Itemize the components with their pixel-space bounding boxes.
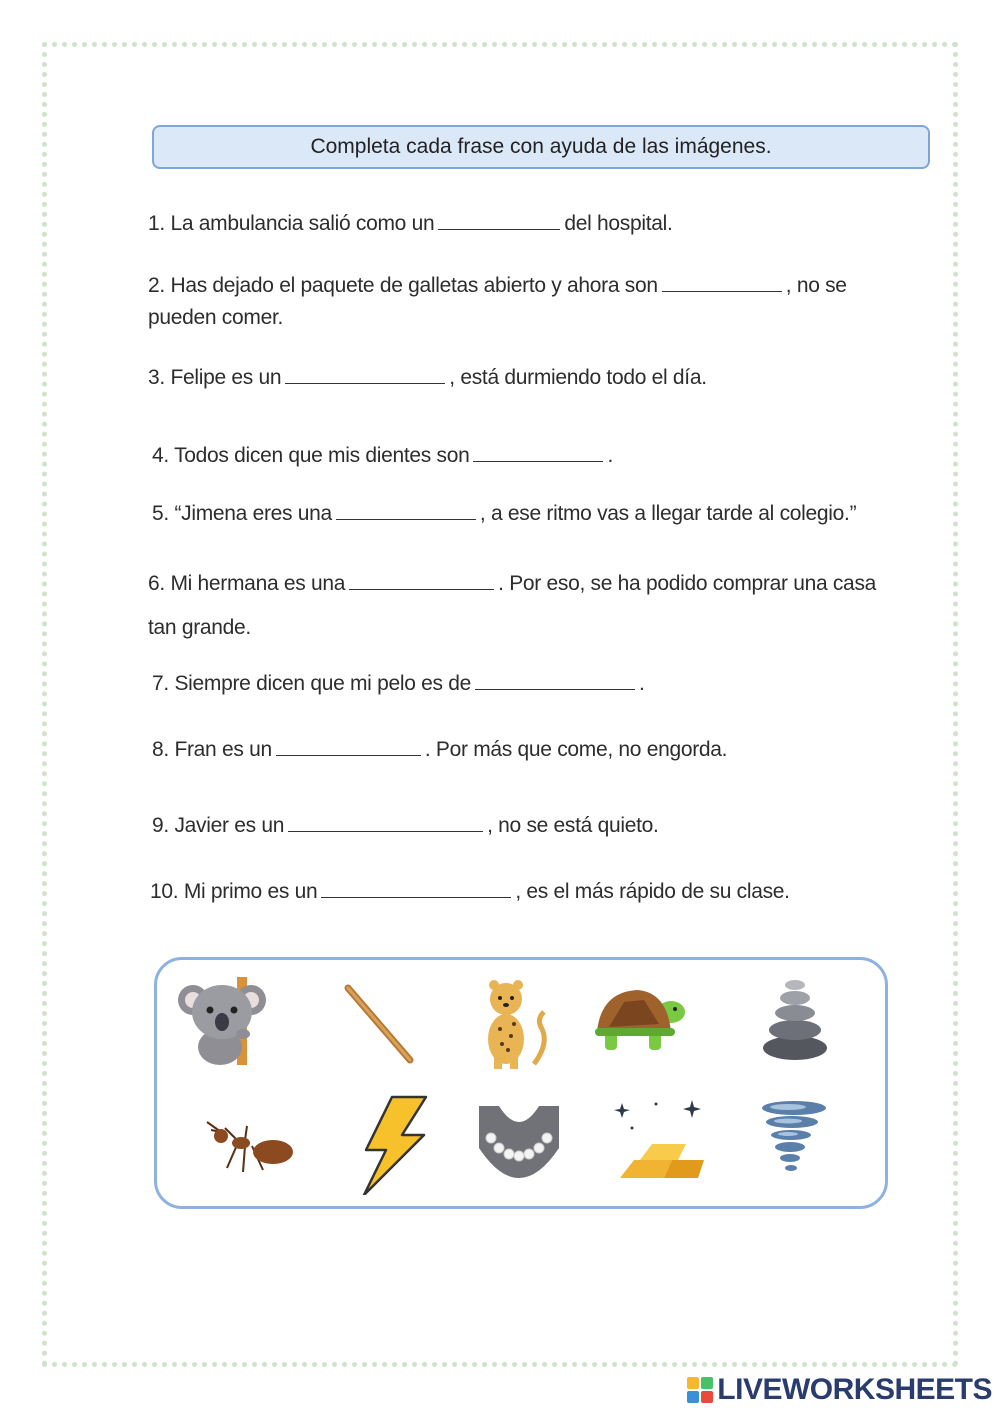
sentence-6: 6. Mi hermana es una . Por eso, se ha podido comprar una casa tan grande. xyxy=(148,572,877,639)
pearl-necklace-icon xyxy=(469,1098,569,1198)
brand-text: LIVEWORKSHEETS xyxy=(717,1373,992,1406)
turtle-icon xyxy=(589,972,689,1072)
instruction-text: Completa cada frase con ayuda de las imágenes. xyxy=(310,135,772,158)
sentence-1: 1. La ambulancia salió como un del hospital. xyxy=(148,212,673,235)
tornado-icon xyxy=(744,1098,844,1198)
answer-blank-2[interactable] xyxy=(662,273,782,292)
sentence-3: 3. Felipe es un , está durmiendo todo el día. xyxy=(148,366,707,389)
sentence-7: 7. Siempre dicen que mi pelo es de . xyxy=(152,672,645,695)
stick-icon xyxy=(320,980,420,1080)
instruction-banner xyxy=(152,125,930,169)
answer-blank-3[interactable] xyxy=(285,365,445,384)
gold-bars-icon xyxy=(612,1098,712,1198)
stacked-stones-icon xyxy=(747,970,847,1070)
answer-blank-9[interactable] xyxy=(288,813,483,832)
sentence-9: 9. Javier es un , no se está quieto. xyxy=(152,814,659,837)
answer-blank-10[interactable] xyxy=(321,879,511,898)
sentence-10: 10. Mi primo es un , es el más rápido de su clase. xyxy=(150,880,790,903)
liveworksheets-mark-icon xyxy=(687,1377,713,1403)
answer-blank-4[interactable] xyxy=(473,443,603,462)
koala-icon xyxy=(175,972,275,1072)
answer-blank-5[interactable] xyxy=(336,501,476,520)
lightning-icon xyxy=(344,1095,444,1195)
answer-blank-6[interactable] xyxy=(349,571,494,590)
image-clue-box xyxy=(154,957,888,1209)
answer-blank-1[interactable] xyxy=(438,211,560,230)
answer-blank-7[interactable] xyxy=(475,671,635,690)
ant-icon xyxy=(197,1100,297,1200)
sentence-2: 2. Has dejado el paquete de galletas abierto y ahora son , no se pueden comer. xyxy=(148,274,847,329)
liveworksheets-logo xyxy=(687,1373,992,1407)
sentence-4: 4. Todos dicen que mis dientes son . xyxy=(152,444,614,467)
answer-blank-8[interactable] xyxy=(276,737,421,756)
sentence-5: 5. “Jimena eres una , a ese ritmo vas a llegar tarde al colegio.” xyxy=(152,502,857,525)
sentence-8: 8. Fran es un . Por más que come, no engorda. xyxy=(152,738,728,761)
cheetah-icon xyxy=(464,974,564,1074)
